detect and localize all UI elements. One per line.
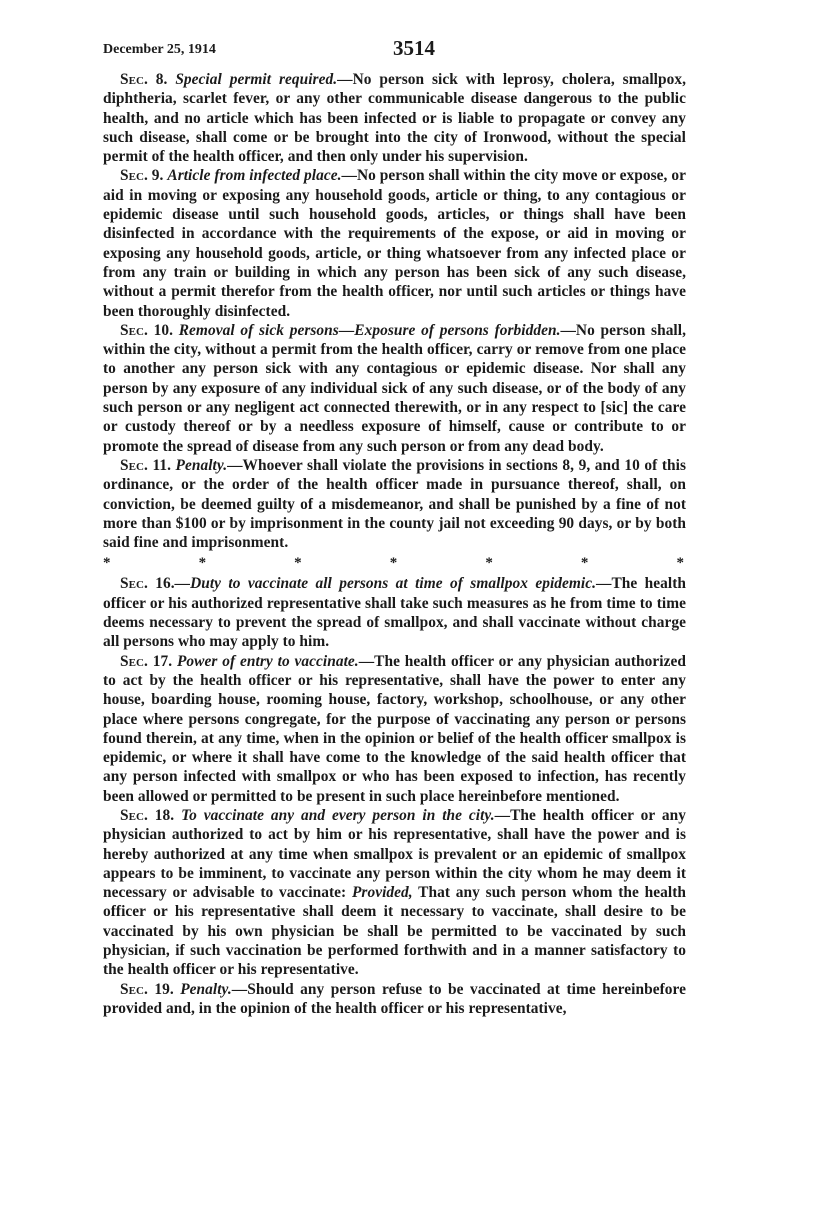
section-11	[103, 456, 686, 552]
section-title: To vaccinate any and every person in the city.	[181, 806, 495, 824]
section-title: Special permit required.	[175, 71, 338, 88]
section-10	[103, 321, 686, 456]
section-title: —Duty to vaccinate all persons at time of smallpox epidemic.	[174, 575, 597, 593]
section-number: Sec. 9.	[120, 167, 164, 185]
section-16	[103, 574, 686, 651]
header-date: December 25, 1914	[103, 42, 216, 57]
section-number: Sec. 16.	[120, 575, 175, 593]
omission-marks	[103, 552, 686, 574]
section-number: Sec. 8.	[120, 71, 168, 88]
page-header	[103, 36, 686, 70]
section-number: Sec. 11.	[120, 456, 171, 474]
asterisk: *	[294, 555, 302, 572]
asterisk: *	[676, 555, 684, 572]
asterisk: *	[580, 555, 589, 572]
section-body: —The health officer or any physician authorized to act by him or his representative, shall have the power and is hereby authorized at any time when smallpox is prevalent or an epidemic of smallpox appears to be imminent, to vaccinate any person within the city whom he may deem it necessary or advisable to vaccinate:	[103, 806, 686, 902]
section-body: —The health officer or his authorized representative shall take such measures as he from time to time deems necessary to prevent the spread of smallpox, and shall vaccinate without charge all persons who may apply to him.	[103, 575, 686, 651]
asterisk: *	[485, 555, 493, 572]
section-number: Sec. 19.	[120, 980, 174, 998]
section-body: —Whoever shall violate the provisions in sections 8, 9, and 10 of this ordinance, or the order of the health officer made in pursuance thereof, shall, on conviction, be deemed guilty of a misdemeanor, and shall be punished by a fine of not more than $100 or by imprisonment in the county jail not exceeding 90 days, or by both said fine and imprisonment.	[103, 456, 686, 552]
section-title: Removal of sick persons—Exposure of persons forbidden.	[178, 321, 561, 339]
section-18	[103, 806, 686, 980]
section-body: —No person shall, within the city, without a permit from the health officer, carry or remove from one place to another any person sick with any contagious or epidemic disease. Nor shall any person by any exposure of any individual sick of any such disease, or of the body of any such person or any negligent act connected therewith, or in any respect to [sic] the care or custody thereof or by a needless exposure of himself, cause or contribute to or promote the spread of disease from any such person or from any dead body.	[103, 321, 686, 455]
section-number: Sec. 17.	[120, 652, 173, 670]
section-title: Penalty.	[175, 456, 228, 474]
asterisk: *	[389, 555, 398, 572]
section-9	[103, 166, 686, 320]
section-body: —No person sick with leprosy, cholera, smallpox, diphtheria, scarlet fever, or any other communicable disease dangerous to the public health, and no article which has been infected or is liable to propagate or convey any such disease, shall come or be brought into the city of Ironwood, without the special permit of the health officer, and then only under his supervision.	[103, 71, 686, 166]
section-8	[103, 70, 686, 166]
page-number: 3514	[393, 36, 435, 60]
section-title: Penalty.	[180, 980, 232, 998]
section-number: Sec. 18.	[120, 806, 175, 824]
section-body: —The health officer or any physician authorized to act by the health officer or his representative, shall have the power to enter any house, boarding house, rooming house, factory, workshop, schoolhouse, or any other place where persons congregate, for the purpose of vaccinating any person or persons found therein, at any time, when in the opinion or belief of the health officer smallpox is epidemic, or where it shall have come to the knowledge of the said health officer that any person infected with smallpox or who has been exposed to infection, has recently been allowed or permitted to be present in such place hereinbefore mentioned.	[103, 652, 686, 805]
section-title: Power of entry to vaccinate.	[176, 652, 359, 670]
proviso-word: Provided,	[351, 884, 413, 902]
asterisk: *	[198, 555, 207, 572]
section-title: Article from infected place.	[167, 167, 342, 185]
proviso-body: That any such person whom the health officer or his representative shall deem it necessary to vaccinate, shall desire to be vaccinated by his own physician be shall be permitted to be vaccinated by such physician, if such vaccination be performed forthwith and in a manner satisfactory to the health officer or his representative.	[103, 884, 687, 979]
section-number: Sec. 10.	[120, 321, 173, 339]
section-body: —No person shall within the city move or expose, or aid in moving or exposing any household goods, article or thing, to any contagious or epidemic disease until such household goods, articles, or things shall have been disinfected in accordance with the requirements of the expose, or aid in moving or exposing any household goods, article, or thing whatsoever from any infected place or from any train or building in which any person has been sick of any such disease, without a permit therefor from the health officer, nor until such articles or things have been thoroughly disinfected.	[103, 167, 686, 320]
asterisk: *	[103, 555, 111, 572]
section-19	[103, 980, 686, 1019]
document-page	[103, 36, 686, 1018]
section-body: —Should any person refuse to be vaccinated at time hereinbefore provided and, in the opinion of the health officer or his representative,	[103, 980, 686, 1017]
section-17	[103, 652, 686, 806]
